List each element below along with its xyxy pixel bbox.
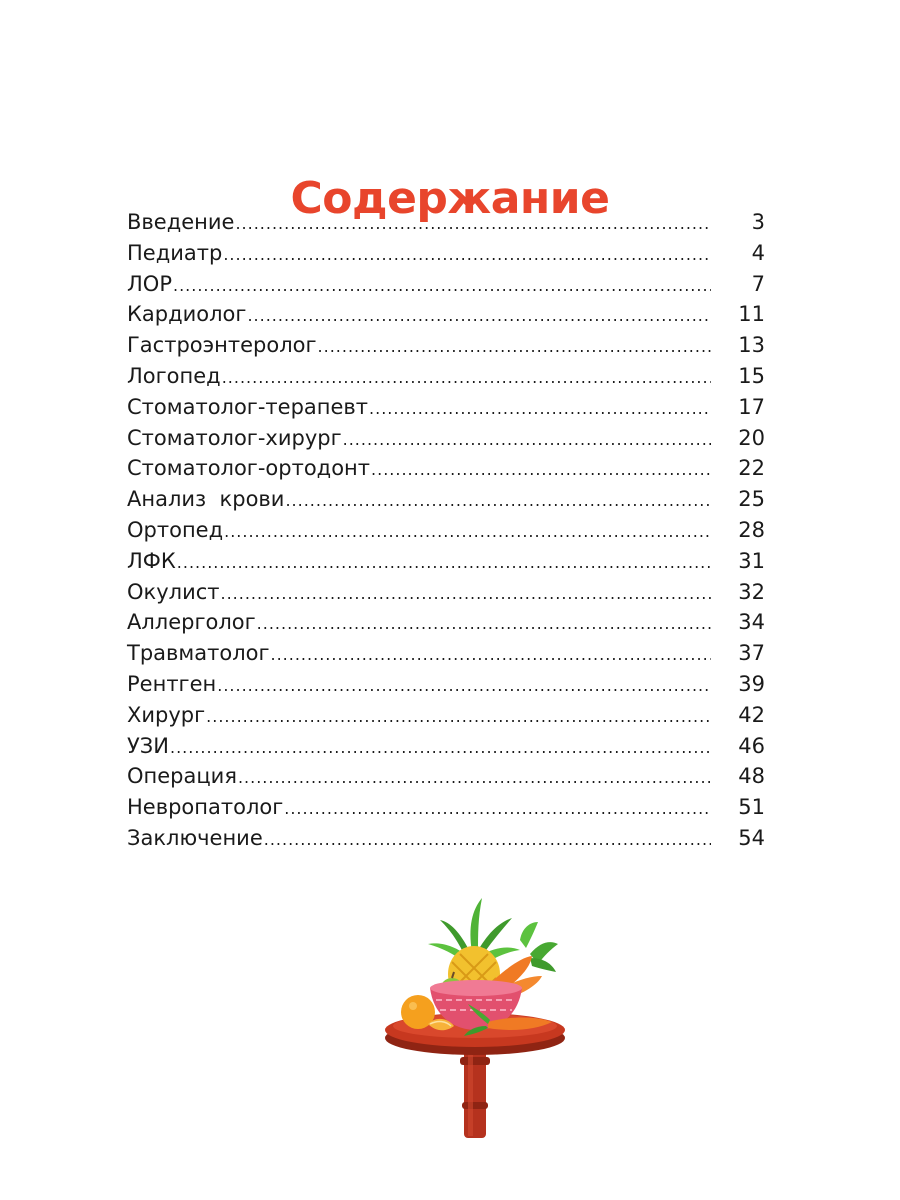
fruit-bowl-illustration — [380, 892, 570, 1142]
toc-label: Педиатр — [127, 240, 223, 265]
toc-entry[interactable] — [127, 607, 765, 638]
toc-label: Окулист — [127, 579, 220, 604]
dot-leader — [222, 363, 711, 394]
toc-entry[interactable] — [127, 792, 765, 823]
toc-label: Стоматолог-ортодонт — [127, 456, 371, 481]
dot-leader — [224, 517, 711, 548]
toc-page-number: 42 — [738, 702, 765, 727]
toc-label: Кардиолог — [127, 302, 247, 327]
toc-entry[interactable] — [127, 453, 765, 484]
toc-page-number: 34 — [738, 610, 765, 635]
page-title: Содержание — [290, 173, 610, 225]
toc-entry[interactable] — [127, 669, 765, 700]
toc-page-number: 20 — [738, 425, 765, 450]
toc-page-number: 28 — [738, 517, 765, 542]
toc-page-number: 15 — [738, 363, 765, 388]
toc-label: Аллерголог — [127, 610, 256, 635]
dot-leader — [285, 486, 711, 517]
dot-leader — [257, 609, 711, 640]
dot-leader — [221, 579, 712, 610]
toc-label: Анализ крови — [127, 487, 285, 512]
toc-label: Заключение — [127, 825, 263, 850]
toc-entry[interactable] — [127, 700, 765, 731]
dot-leader — [238, 763, 711, 794]
toc-page-number: 31 — [738, 548, 765, 573]
toc-page-number: 32 — [738, 579, 765, 604]
toc-label: Стоматолог-терапевт — [127, 394, 369, 419]
toc-label: Невропатолог — [127, 795, 284, 820]
toc-entry[interactable] — [127, 269, 765, 300]
dot-leader — [223, 240, 711, 271]
toc-entry[interactable] — [127, 423, 765, 454]
dot-leader — [271, 640, 712, 671]
toc-entry[interactable] — [127, 577, 765, 608]
dot-leader — [206, 702, 711, 733]
dot-leader — [173, 271, 711, 302]
toc-entry[interactable] — [127, 330, 765, 361]
toc-label: Ортопед — [127, 517, 224, 542]
toc-page-number: 11 — [738, 302, 765, 327]
toc-page-number: 54 — [738, 825, 765, 850]
toc-entry[interactable] — [127, 238, 765, 269]
toc-entry[interactable] — [127, 731, 765, 762]
dot-leader — [170, 733, 711, 764]
toc-page-number: 48 — [738, 764, 765, 789]
toc-page-number: 22 — [738, 456, 765, 481]
toc-label: ЛОР — [127, 271, 172, 296]
toc-page-number: 39 — [738, 671, 765, 696]
toc-page-number: 3 — [751, 210, 765, 234]
toc-page-number: 7 — [751, 271, 765, 296]
dot-leader — [177, 548, 711, 579]
toc-page-number: 17 — [738, 394, 765, 419]
toc-page-number: 13 — [738, 333, 765, 358]
toc-label: Стоматолог-хирург — [127, 425, 342, 450]
toc-label: Логопед — [127, 363, 221, 388]
toc-label: Операция — [127, 764, 237, 789]
dot-leader — [247, 301, 711, 332]
toc-label: Травматолог — [127, 641, 270, 666]
toc-label: Гастроэнтеролог — [127, 333, 317, 358]
toc-entry[interactable] — [127, 207, 765, 238]
toc-entry[interactable] — [127, 392, 765, 423]
dot-leader — [343, 425, 711, 456]
dot-leader — [264, 825, 711, 856]
toc-entry[interactable] — [127, 299, 765, 330]
dot-leader — [318, 332, 711, 363]
toc-page-number: 4 — [751, 240, 765, 265]
toc-entry[interactable] — [127, 823, 765, 854]
toc-entry[interactable] — [127, 361, 765, 392]
toc-label: УЗИ — [127, 733, 169, 758]
toc-entry[interactable] — [127, 638, 765, 669]
toc-label: Рентген — [127, 671, 217, 696]
dot-leader — [371, 455, 711, 486]
toc-page-number: 51 — [738, 795, 765, 820]
toc-page-number: 46 — [738, 733, 765, 758]
toc-entry[interactable] — [127, 761, 765, 792]
toc-entry[interactable] — [127, 546, 765, 577]
toc-label: Введение — [127, 210, 235, 234]
table-leg — [460, 1042, 490, 1138]
toc-label: ЛФК — [127, 548, 176, 573]
dot-leader — [235, 209, 711, 240]
toc-entry[interactable] — [127, 515, 765, 546]
toc-page-number: 25 — [738, 487, 765, 512]
toc-label: Хирург — [127, 702, 206, 727]
dot-leader — [284, 794, 711, 825]
table-of-contents — [127, 207, 765, 854]
toc-entry[interactable] — [127, 484, 765, 515]
toc-page-number: 37 — [738, 641, 765, 666]
dot-leader — [217, 671, 711, 702]
dot-leader — [369, 394, 711, 425]
